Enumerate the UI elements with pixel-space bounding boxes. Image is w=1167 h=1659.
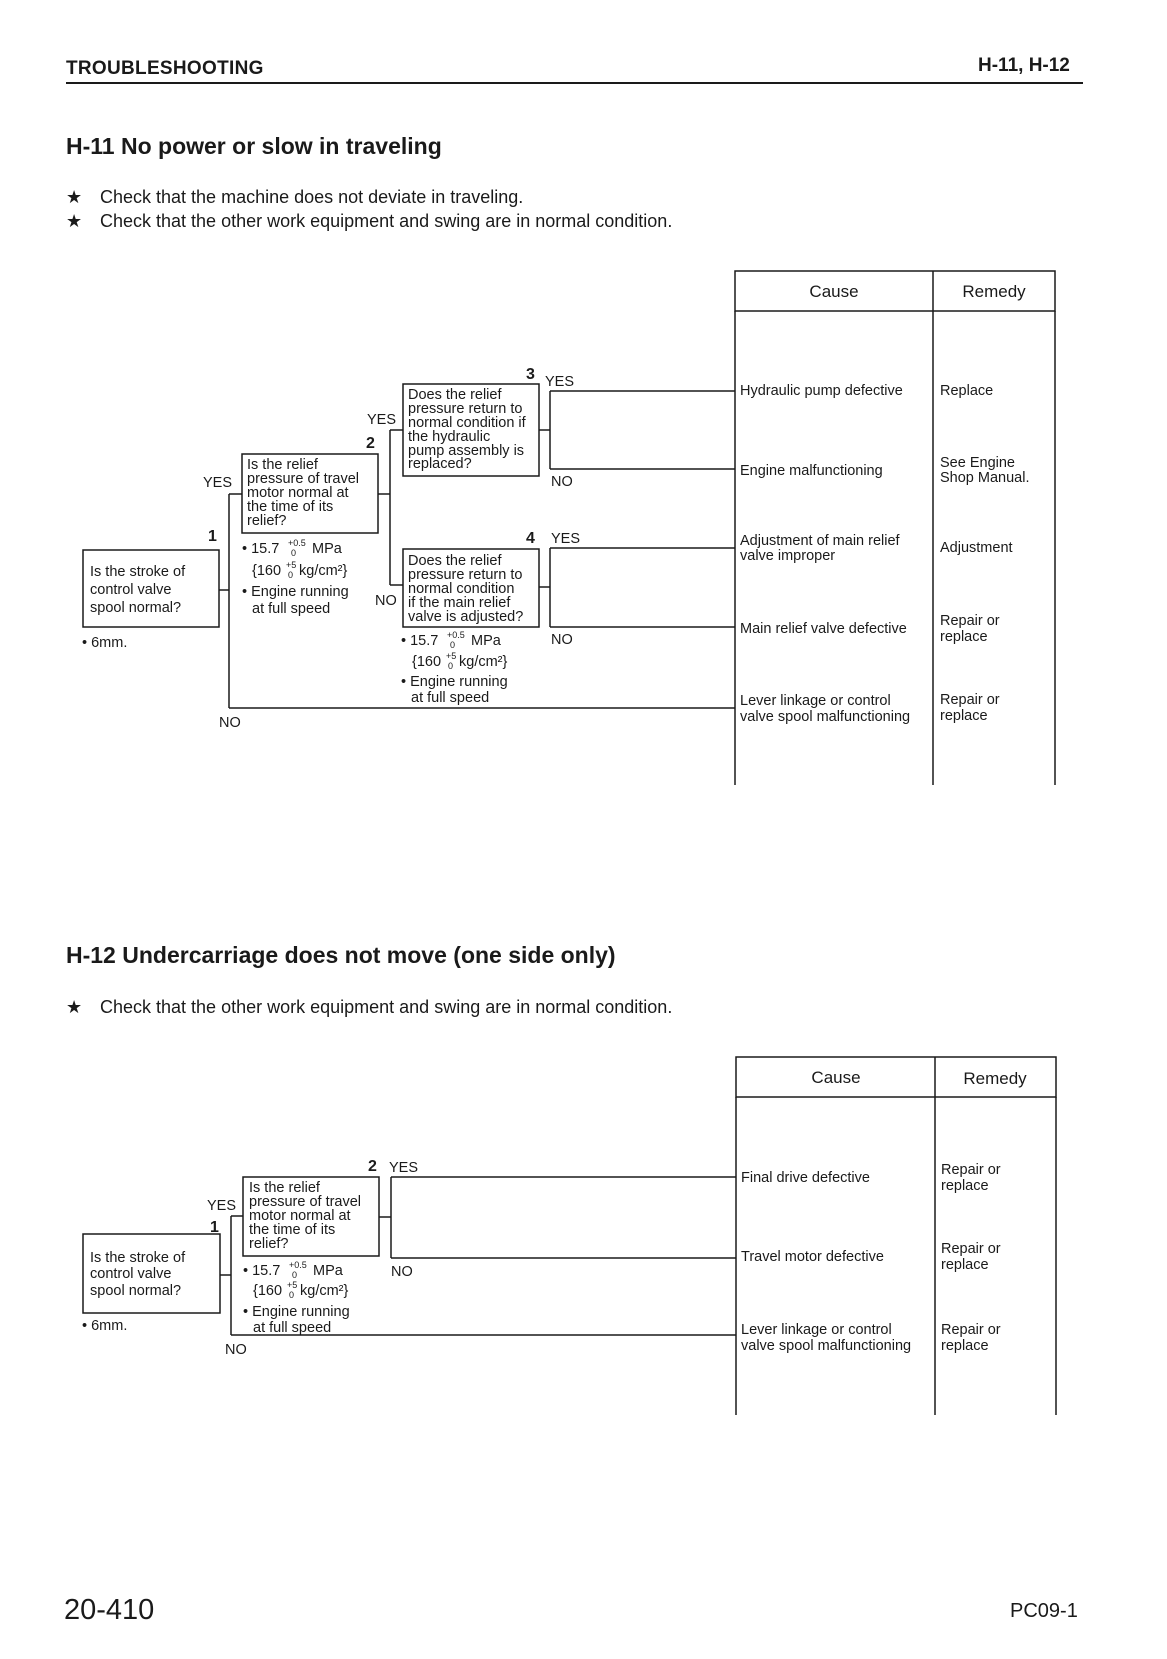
h12-remedy: Repair or xyxy=(941,1162,1001,1178)
h11-q4-number: 4 xyxy=(526,530,535,547)
h11-q4-spec-b-sup: +5 xyxy=(446,651,457,661)
h12-no-label: NO xyxy=(225,1342,247,1358)
h11-q2-line: Is the relief xyxy=(247,457,318,473)
h11-q2-number: 2 xyxy=(366,435,375,452)
h12-q1-line: Is the stroke of xyxy=(90,1250,186,1266)
h11-remedy: Adjustment xyxy=(940,540,1013,556)
h11-cause: Engine malfunctioning xyxy=(740,463,883,479)
h11-cause: valve spool malfunctioning xyxy=(740,709,911,725)
h11-q4-spec-b-sub: 0 xyxy=(448,661,454,671)
h11-q3-line: pressure return to xyxy=(408,401,523,417)
h11-yes-label: YES xyxy=(551,531,581,547)
h11-q3-line: the hydraulic xyxy=(408,429,491,445)
h11-q1-line: control valve xyxy=(90,582,172,598)
h11-no-label: NO xyxy=(551,632,573,648)
h11-q2-spec-b-sup: +5 xyxy=(286,560,297,570)
h11-remedy: Repair or xyxy=(940,692,1000,708)
h11-q1-number: 1 xyxy=(208,528,217,545)
h12-note-1-text: Check that the other work equipment and swing are in normal condition. xyxy=(100,997,673,1017)
h11-yes-label: YES xyxy=(545,374,575,390)
h11-remedy: replace xyxy=(940,629,988,645)
h11-q4-spec-c: at full speed xyxy=(411,690,490,706)
star-icon: ★ xyxy=(66,997,83,1017)
h12-no-label: NO xyxy=(391,1264,413,1280)
h11-no-label: NO xyxy=(219,715,241,731)
h11-remedy: See Engine xyxy=(940,455,1015,471)
h11-q3-line: Does the relief xyxy=(408,387,502,403)
footer-model: PC09-1 xyxy=(1010,1600,1078,1622)
footer-page-number: 20-410 xyxy=(64,1594,155,1626)
h11-q4-line: Does the relief xyxy=(408,553,502,569)
header-page-codes: H-11, H-12 xyxy=(978,55,1070,76)
h12-q2-spec-a-sub: 0 xyxy=(292,1270,298,1280)
h11-q2-spec-c: at full speed xyxy=(252,601,331,617)
h12-q2-spec-c: • Engine running xyxy=(243,1304,350,1320)
h11-q2-spec-a-unit: MPa xyxy=(312,541,342,557)
h12-remedy: replace xyxy=(941,1257,989,1273)
h11-q4-spec-a-sup: +0.5 xyxy=(447,630,465,640)
star-icon: ★ xyxy=(66,211,83,231)
h12-remedy: Repair or xyxy=(941,1322,1001,1338)
h12-q2-spec-a-sup: +0.5 xyxy=(289,1260,307,1270)
h12-q2-line: the time of its xyxy=(249,1222,336,1238)
h11-remedy: replace xyxy=(940,708,988,724)
h12-q2-spec-b-sub: 0 xyxy=(289,1290,295,1300)
h11-q3-line: pump assembly is xyxy=(408,443,525,459)
h12-q2-spec-b-unit: kg/cm²} xyxy=(300,1283,349,1299)
h11-yes-label: YES xyxy=(203,475,233,491)
h11-q2-spec-c: • Engine running xyxy=(242,584,349,600)
h11-q2-line: pressure of travel xyxy=(247,471,360,487)
h12-title: H-12 Undercarriage does not move (one side only) xyxy=(66,942,616,968)
h11-q4-spec-b-unit: kg/cm²} xyxy=(459,654,508,670)
h12-cause: Lever linkage or control xyxy=(741,1322,892,1338)
h11-remedy: Replace xyxy=(940,383,994,399)
h12-yes-label: YES xyxy=(207,1198,237,1214)
h12-remedy: replace xyxy=(941,1178,989,1194)
h12-cause: Final drive defective xyxy=(741,1170,870,1186)
h11-q2-spec-a-sub: 0 xyxy=(291,548,297,558)
h11-q2-line: motor normal at xyxy=(247,485,349,501)
h11-cause: Lever linkage or control xyxy=(740,693,891,709)
h11-cause: Hydraulic pump defective xyxy=(740,383,903,399)
h11-remedy: Shop Manual. xyxy=(940,470,1030,486)
h12-q1-line: spool normal? xyxy=(90,1283,182,1299)
h11-q2-spec-b: {160 xyxy=(252,563,282,579)
h12-q2-line: pressure of travel xyxy=(249,1194,362,1210)
h12-q2-spec-b: {160 xyxy=(253,1283,283,1299)
h11-q4-spec-c: • Engine running xyxy=(401,674,508,690)
h12-q1-number: 1 xyxy=(210,1219,219,1236)
h11-no-label: NO xyxy=(375,593,397,609)
h11-q3-number: 3 xyxy=(526,366,535,383)
h11-q3-line: replaced? xyxy=(408,456,472,472)
h11-q1-line: Is the stroke of xyxy=(90,564,186,580)
h11-q4-line: valve is adjusted? xyxy=(408,609,524,625)
h11-q1-line: spool normal? xyxy=(90,600,182,616)
h12-q2-spec-c: at full speed xyxy=(253,1320,332,1336)
h12-remedy: Repair or xyxy=(941,1241,1001,1257)
h11-q2-spec-b-unit: kg/cm²} xyxy=(299,563,348,579)
h12-cause: Travel motor defective xyxy=(741,1249,884,1265)
h11-q2-spec-a: • 15.7 xyxy=(242,541,280,557)
h11-q4-spec-a-unit: MPa xyxy=(471,633,501,649)
h11-cause: Main relief valve defective xyxy=(740,621,907,637)
h11-note-2-text: Check that the other work equipment and swing are in normal condition. xyxy=(100,211,673,231)
h11-q3-line: normal condition if xyxy=(408,415,526,431)
h11-yes-label: YES xyxy=(367,412,397,428)
h11-title: H-11 No power or slow in traveling xyxy=(66,133,442,159)
h11-q4-spec-a-sub: 0 xyxy=(450,640,456,650)
h11-cause-header: Cause xyxy=(809,282,859,301)
h11-remedy-header: Remedy xyxy=(962,282,1026,301)
h12-remedy: replace xyxy=(941,1338,989,1354)
h11-note-1-text: Check that the machine does not deviate in traveling. xyxy=(100,187,524,207)
h12-q2-spec-a: • 15.7 xyxy=(243,1263,281,1279)
h12-q2-line: relief? xyxy=(249,1236,289,1252)
h11-cause: Adjustment of main relief xyxy=(740,533,900,549)
h12-q2-spec-b-sup: +5 xyxy=(287,1280,298,1290)
star-icon: ★ xyxy=(66,187,83,207)
header-section-label: TROUBLESHOOTING xyxy=(66,58,264,79)
h11-q2-spec-b-sub: 0 xyxy=(288,570,294,580)
h11-q4-line: if the main relief xyxy=(408,595,511,611)
h12-q2-line: motor normal at xyxy=(249,1208,351,1224)
h12-q1-line: control valve xyxy=(90,1266,172,1282)
h11-q2-line: the time of its xyxy=(247,499,334,515)
h11-q4-line: pressure return to xyxy=(408,567,523,583)
h12-q2-spec-a-unit: MPa xyxy=(313,1263,343,1279)
h12-q2-number: 2 xyxy=(368,1158,377,1175)
h11-remedy: Repair or xyxy=(940,613,1000,629)
h12-q1-note: • 6mm. xyxy=(82,1318,128,1334)
h12-remedy-header: Remedy xyxy=(963,1069,1027,1088)
h11-q2-spec-a-sup: +0.5 xyxy=(288,538,306,548)
h12-yes-label: YES xyxy=(389,1160,419,1176)
h12-cause: valve spool malfunctioning xyxy=(741,1338,912,1354)
h11-cause: valve improper xyxy=(740,548,836,564)
h11-q1-note: • 6mm. xyxy=(82,635,128,651)
h11-q2-line: relief? xyxy=(247,513,287,529)
h11-q4-spec-b: {160 xyxy=(412,654,442,670)
h12-q2-line: Is the relief xyxy=(249,1180,320,1196)
h11-q4-spec-a: • 15.7 xyxy=(401,633,439,649)
h11-q4-line: normal condition xyxy=(408,581,515,597)
h12-cause-header: Cause xyxy=(811,1068,861,1087)
h11-no-label: NO xyxy=(551,474,573,490)
